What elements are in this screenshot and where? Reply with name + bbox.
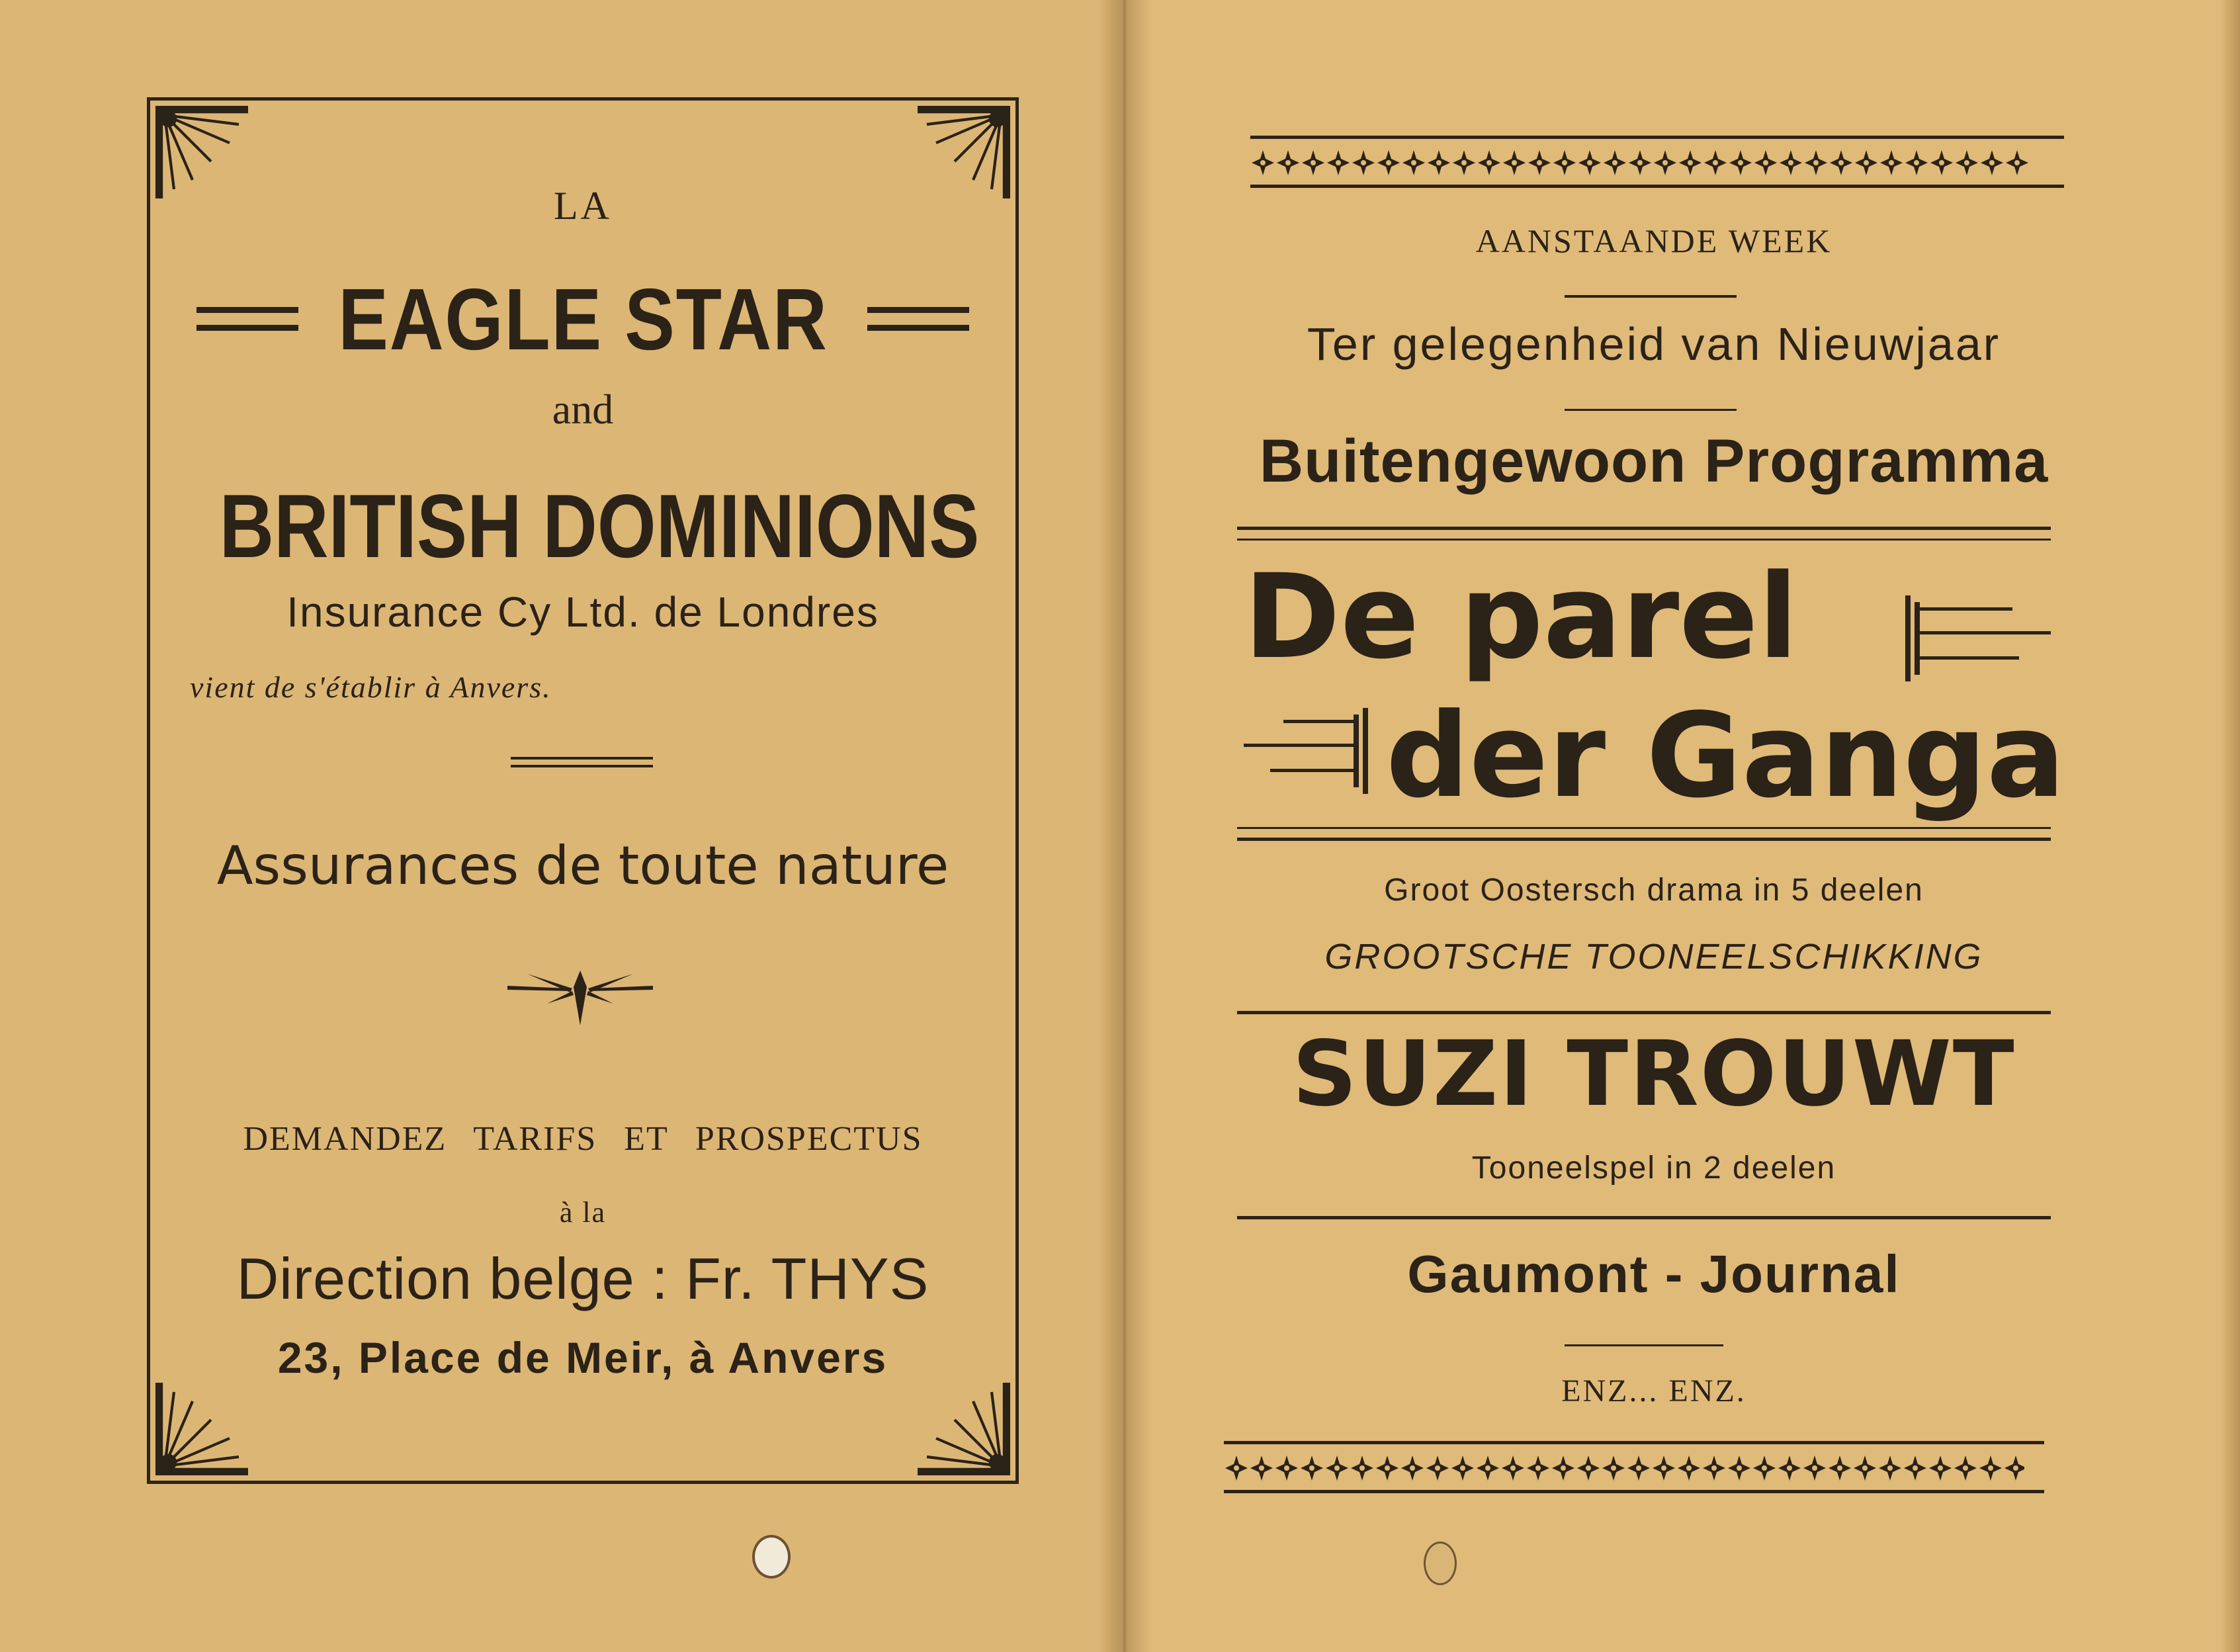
film-title-line2: der Ganga — [1386, 688, 2065, 824]
section-rule — [1237, 1216, 2051, 1219]
film-title-line1: De parel — [1244, 549, 1798, 685]
aanstaande-week-label: AANSTAANDE WEEK — [1475, 222, 1832, 259]
double-rule-divider — [511, 757, 653, 773]
vient-line: vient de s'établir à Anvers. — [190, 670, 552, 704]
tooneelspel-line: Tooneelspel in 2 deelen — [1471, 1151, 1836, 1186]
speed-lines-icon — [1244, 708, 1376, 794]
la-label: LA — [554, 184, 612, 228]
double-rule-bottom — [1237, 827, 2051, 829]
punch-hole-icon — [752, 1535, 791, 1579]
top-ornamental-border — [1250, 136, 2064, 189]
a-la-line: à la — [559, 1196, 607, 1229]
double-bar-left — [196, 307, 298, 331]
buitengewoon-heading: Buitengewoon Programma — [1259, 427, 2049, 495]
eagle-star-title: EAGLE STAR — [337, 270, 828, 368]
double-bar-right — [867, 307, 969, 331]
ter-gelegenheid-line: Ter gelegenheid van Nieuwjaar — [1307, 318, 2001, 370]
short-rule — [1565, 409, 1737, 411]
bottom-ornamental-border — [1224, 1441, 2044, 1494]
groot-oostersch-line: Groot Oostersch drama in 5 deelen — [1384, 873, 1924, 908]
double-rule-top — [1237, 527, 2051, 530]
and-label: and — [552, 386, 614, 433]
address-line: 23, Place de Meir, à Anvers — [277, 1333, 888, 1382]
demandez-line: DEMANDEZ TARIFS ET PROSPECTUS — [243, 1120, 923, 1158]
programme-column — [1244, 0, 2064, 1652]
corner-ornament-icon — [918, 1383, 1010, 1475]
suzi-trouwt-title: SUZI TROUWT — [1292, 1022, 2016, 1127]
book-gutter — [1098, 0, 1151, 1652]
grootsche-line: GROOTSCHE TOONEELSCHIKKING — [1324, 937, 1983, 977]
enz-line: ENZ... ENZ. — [1561, 1373, 1746, 1409]
page-edge — [2220, 0, 2240, 1652]
short-rule — [1565, 1344, 1723, 1346]
left-page — [0, 0, 1118, 1652]
advertisement-frame — [147, 97, 1019, 1484]
gaumont-journal-line: Gaumont - Journal — [1407, 1244, 1901, 1303]
section-rule — [1237, 1011, 2051, 1014]
double-rule-bottom — [1237, 838, 2051, 841]
british-dominions-title: BRITISH DOMINIONS — [219, 476, 980, 576]
fleuron-ornament-icon — [507, 967, 653, 1027]
speed-lines-icon — [1905, 595, 2051, 681]
eagle-star-heading-row — [196, 259, 969, 378]
corner-ornament-icon — [155, 1383, 248, 1475]
insurance-line: Insurance Cy Ltd. de Londres — [286, 588, 879, 636]
short-rule — [1565, 295, 1737, 298]
assurances-heading: Assurances de toute nature — [216, 835, 949, 896]
direction-line: Direction belge : Fr. THYS — [236, 1246, 929, 1311]
double-rule-top — [1237, 539, 2051, 541]
